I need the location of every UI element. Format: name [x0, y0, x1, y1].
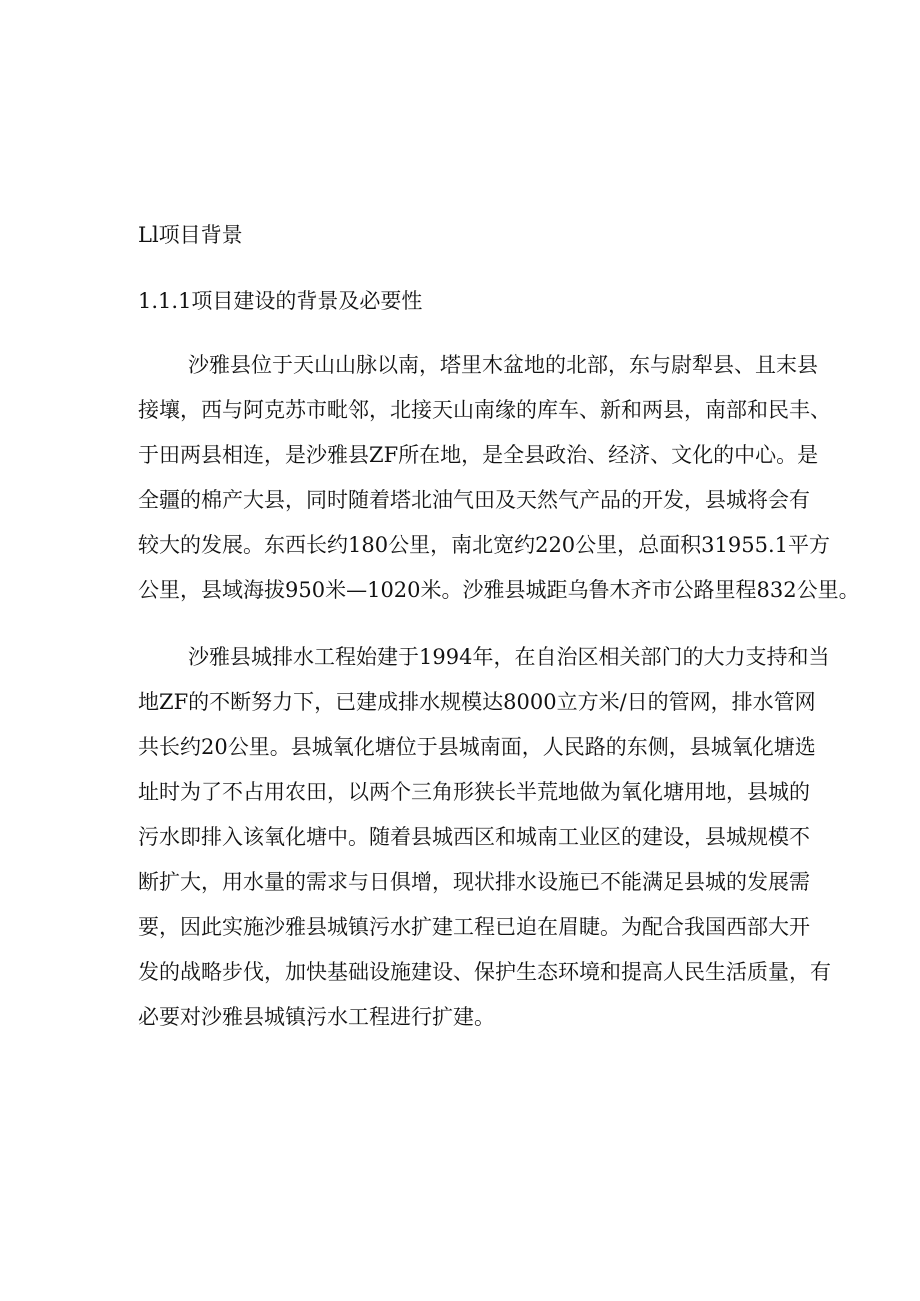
paragraph-line: 要，因此实施沙雅县城镇污水扩建工程已迫在眉睫。为配合我国西部大开 [138, 915, 810, 939]
subsection-heading: 1.1.1项目建设的背景及必要性 [138, 289, 423, 313]
paragraph-line: 必要对沙雅县城镇污水工程进行扩建。 [138, 1005, 495, 1029]
paragraph-line: 发的战略步伐，加快基础设施建设、保护生态环境和提高人民生活质量，有 [138, 960, 831, 984]
paragraph-necessity [138, 635, 831, 1040]
paragraph-line: 公里，县域海拔950米—1020米。沙雅县城距乌鲁木齐市公路里程832公里。 [138, 578, 860, 602]
paragraph-line: 共长约20公里。县城氧化塘位于县城南面，人民路的东侧，县城氧化塘选 [138, 735, 816, 759]
paragraph-line: 全疆的棉产大县，同时随着塔北油气田及天然气产品的开发，县城将会有 [138, 488, 810, 512]
paragraph-line: 址时为了不占用农田，以两个三角形狭长半荒地做为氧化塘用地，县城的 [138, 780, 810, 804]
paragraph-line: 断扩大，用水量的需求与日俱增，现状排水设施已不能满足县城的发展需 [138, 870, 810, 894]
paragraph-line: 于田两县相连，是沙雅县ZF所在地，是全县政治、经济、文化的中心。是 [138, 443, 819, 467]
paragraph-line: 污水即排入该氧化塘中。随着县城西区和城南工业区的建设，县城规模不 [138, 825, 810, 849]
section-heading: Ll项目背景 [138, 223, 243, 247]
paragraph-line: 较大的发展。东西长约180公里，南北宽约220公里，总面积31955.1平方 [138, 533, 831, 557]
paragraph-line: 沙雅县城排水工程始建于1994年，在自治区相关部门的大力支持和当 [188, 645, 830, 669]
paragraph-background [138, 343, 860, 613]
paragraph-line: 接壤，西与阿克苏市毗邻，北接天山南缘的库车、新和两县，南部和民丰、 [138, 398, 831, 422]
paragraph-line: 地ZF的不断努力下，已建成排水规模达8000立方米/日的管网，排水管网 [138, 690, 816, 714]
paragraph-line: 沙雅县位于天山山脉以南，塔里木盆地的北部，东与尉犁县、且末县 [188, 353, 818, 377]
